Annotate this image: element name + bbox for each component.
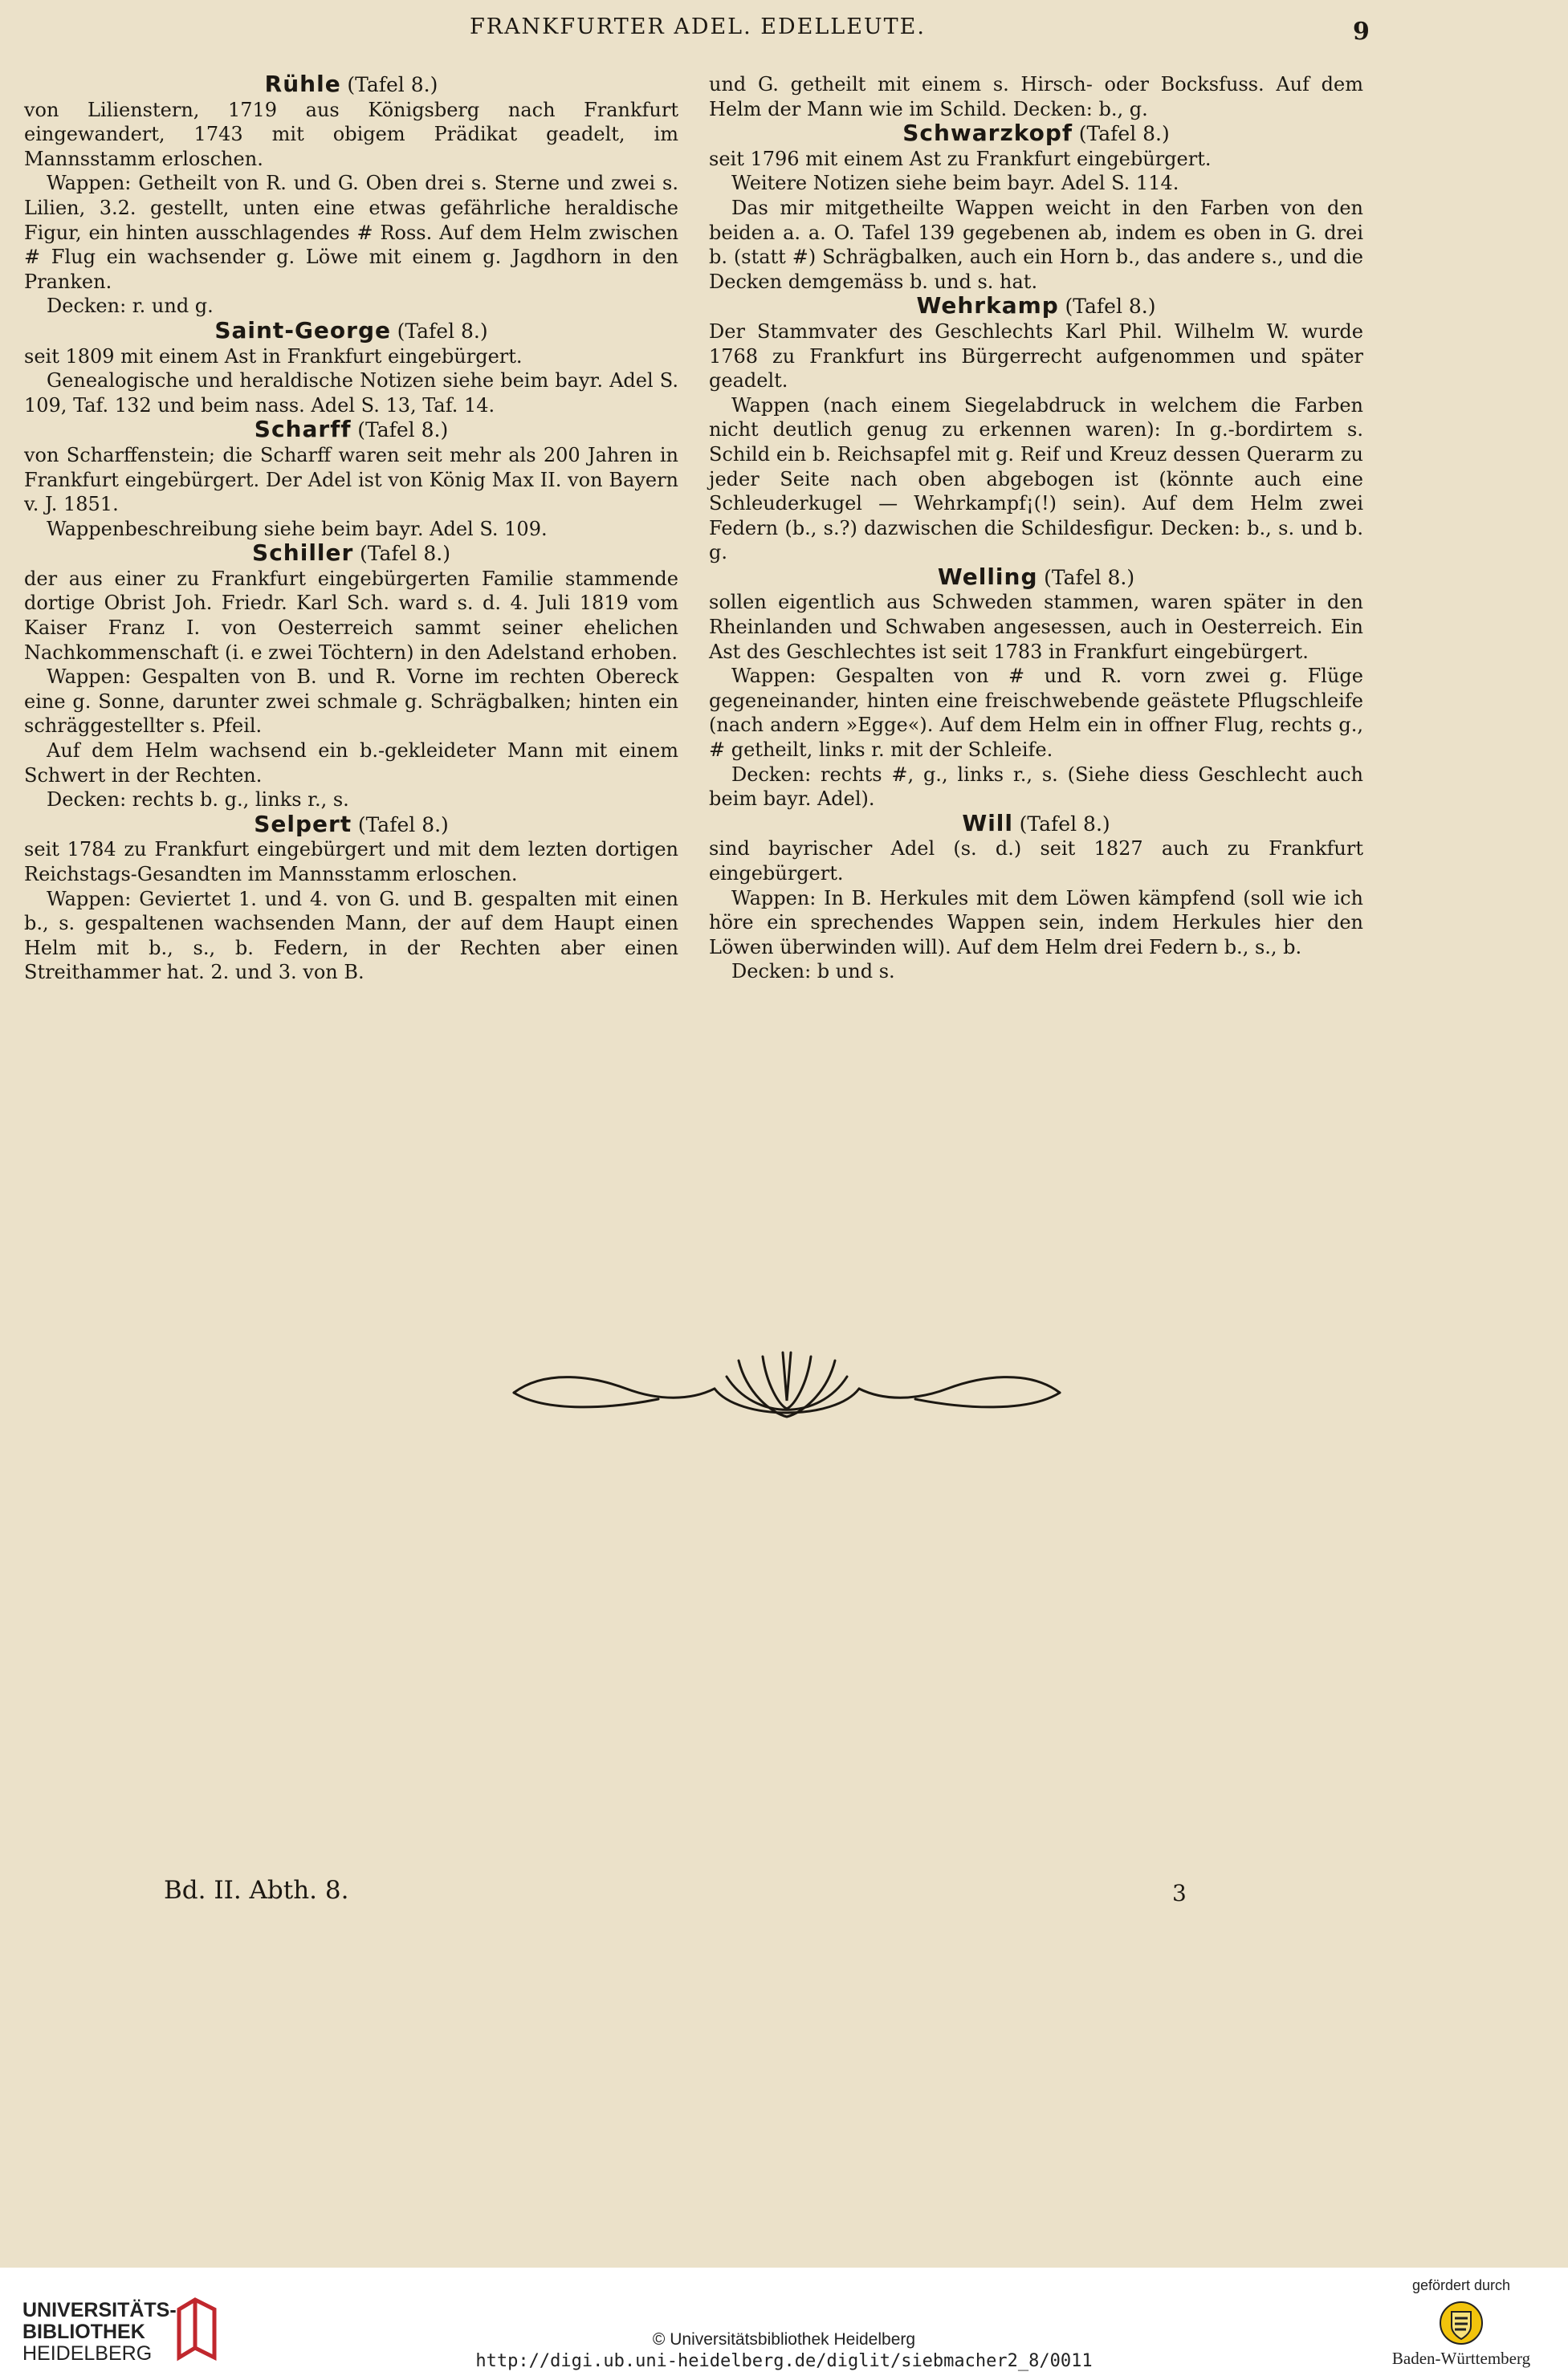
entry-paragraph: Wappen: Getheilt von R. und G. Oben drei s. Sterne und zwei s. Lilien, 3.2. gestellt, unten eine etwas gefährliche heraldische Figur, ein hinten ausschlagendes # Ross. Auf dem Helm zwischen # Flug ein wachsender g. Löwe mit einem g. Jagdhorn in den Pranken. [24, 172, 678, 293]
entry-heading [24, 812, 678, 838]
entry-paragraph: Decken: rechts #, g., links r., s. (Siehe diess Geschlecht auch beim bayr. Adel). [709, 763, 1363, 811]
page-number: 9 [1353, 18, 1370, 46]
entry-paragraph: der aus einer zu Frankfurt eingebürgerten Familie stammende dortige Obrist Joh. Friedr. Karl Sch. ward s. d. 4. Juli 1819 vom Kaiser Franz I. von Oesterreich sammt seiner ehelichen Nachkommenschaft (i. e zwei Töchtern) in den Adelstand erhoben. [24, 567, 678, 664]
family-name: Scharff [254, 416, 352, 443]
plate-reference: (Tafel 8.) [359, 542, 450, 566]
entry-saint-george [24, 316, 678, 417]
sponsor-name: Baden-Württemberg [1391, 2349, 1531, 2368]
entry-paragraph: Der Stammvater des Geschlechts Karl Phil. Wilhelm W. wurde 1768 zu Frankfurt ins Bürgerrecht aufgenommen und später geadelt. [709, 319, 1363, 393]
entry-welling [709, 565, 1363, 812]
entry-heading [709, 294, 1363, 319]
family-name: Will [962, 809, 1014, 836]
entry-heading [709, 121, 1363, 147]
entry-will [709, 809, 1363, 984]
entry-paragraph: Weitere Notizen siehe beim bayr. Adel S. 114. [731, 172, 1179, 195]
entry-heading [24, 541, 678, 567]
family-name: Saint-George [214, 316, 391, 344]
plate-reference: (Tafel 8.) [1019, 812, 1110, 836]
flourish-ornament-icon [498, 1345, 1076, 1433]
continued-paragraph: und G. getheilt mit einem s. Hirsch- oder Bocksfuss. Auf dem Helm der Mann wie im Schild. Decken: b., g. [709, 73, 1363, 120]
family-name: Selpert [254, 810, 352, 837]
plate-reference: (Tafel 8.) [1065, 295, 1156, 319]
copyright-notice: © Universitätsbibliothek Heidelberg [652, 2330, 916, 2349]
entry-paragraph: sind bayrischer Adel (s. d.) seit 1827 auch zu Frankfurt eingebürgert. [709, 837, 1363, 885]
entry-paragraph: Decken: b und s. [731, 960, 895, 983]
library-line: UNIVERSITÄTS- [22, 2299, 177, 2321]
entry-heading [24, 417, 678, 443]
right-column [709, 72, 1363, 984]
family-name: Schiller [252, 539, 354, 567]
entry-paragraph: Decken: rechts b. g., links r., s. [47, 788, 349, 812]
entry-paragraph: Wappenbeschreibung siehe beim bayr. Adel S. 109. [47, 517, 548, 540]
entry-selpert [24, 812, 678, 985]
entry-heading [24, 72, 678, 98]
entry-paragraph: Wappen: Gespalten von B. und R. Vorne im rechten Obereck eine g. Sonne, darunter zwei schmale g. Schrägbalken; hinten ein schräggestellter s. Pfeil. [24, 665, 678, 738]
library-line: BIBLIOTHEK [22, 2321, 145, 2343]
entry-paragraph: Wappen: In B. Herkules mit dem Löwen kämpfend (soll wie ich höre ein sprechendes Wappen sein, indem Herkules hier den Löwen überwinden will). Auf dem Helm drei Federn b., s., b. [709, 886, 1363, 958]
entry-heading [24, 316, 678, 344]
permalink[interactable]: http://digi.ub.uni-heidelberg.de/diglit/siebmacher2_8/0011 [475, 2351, 1093, 2371]
entry-ruhle [24, 72, 678, 319]
plate-reference: (Tafel 8.) [347, 73, 438, 96]
entry-schiller [24, 541, 678, 812]
plate-reference: (Tafel 8.) [357, 812, 449, 836]
entry-paragraph: Decken: r. und g. [47, 295, 214, 318]
entry-paragraph: von Scharffenstein; die Scharff waren seit mehr als 200 Jahren in Frankfurt eingebürgert. Der Adel ist von König Max II. von Bayern v. J. 1851. [24, 443, 678, 516]
sponsor-block [1365, 2277, 1558, 2374]
entry-heading [709, 565, 1363, 591]
entry-paragraph: sollen eigentlich aus Schweden stammen, waren später in den Rheinlanden und Schwaben angesessen, auch in Oesterreich. Ein Ast des Geschlechtes ist seit 1783 in Frankfurt eingebürgert. [709, 591, 1363, 663]
entry-paragraph: Das mir mitgetheilte Wappen weicht in den Farben von den beiden a. a. O. Tafel 139 gegebenen ab, indem es oben in G. drei b. (statt #) Schrägbalken, auch ein Horn b., das andere s., und die Decken demgemäss b. und s. hat. [709, 196, 1363, 293]
family-name: Schwarzkopf [902, 120, 1073, 147]
family-name: Rühle [264, 71, 341, 97]
viewer-footer [0, 2268, 1568, 2380]
plate-reference: (Tafel 8.) [1044, 565, 1135, 589]
running-head [0, 14, 1568, 50]
entry-scharff [24, 417, 678, 541]
entry-paragraph: seit 1809 mit einem Ast in Frankfurt eingebürgert. [24, 344, 523, 368]
library-line: HEIDELBERG [22, 2342, 153, 2365]
state-coat-of-arms-icon [1439, 2301, 1484, 2345]
family-name: Welling [937, 563, 1038, 590]
sponsor-label: gefördert durch [1411, 2277, 1511, 2293]
entry-schwarzkopf [709, 121, 1363, 294]
entry-paragraph: von Lilienstern, 1719 aus Königsberg nach Frankfurt eingewandert, 1743 mit obigem Prädikat geadelt, im Mannsstamm erloschen. [24, 98, 678, 170]
entry-continuation [709, 72, 1363, 121]
family-name: Wehrkamp [916, 292, 1059, 319]
entry-paragraph: Wappen (nach einem Siegelabdruck in welchem die Farben nicht deutlich genug zu erkennen waren): In g.-bordirtem s. Schild ein b. Reichsapfel mit g. Reif und Kreuz dessen Querarm zu jeder Seite nach oben abgebogen ist (könnte auch eine Schleuderkugel — Wehrkampf¡(!) sein). Auf dem Helm zwei Federn (b., s.?) dazwischen die Schildesfigur. Decken: b., s. und b. g. [709, 393, 1363, 564]
left-column [24, 72, 678, 985]
entry-wehrkamp [709, 294, 1363, 565]
plate-reference: (Tafel 8.) [357, 418, 449, 442]
entry-paragraph: seit 1796 mit einem Ast zu Frankfurt eingebürgert. [709, 147, 1212, 170]
entry-paragraph: Auf dem Helm wachsend ein b.-gekleideter Mann mit einem Schwert in der Rechten. [24, 739, 678, 787]
entry-paragraph: Genealogische und heraldische Notizen siehe beim bayr. Adel S. 109, Taf. 132 und beim nass. Adel S. 13, Taf. 14. [24, 369, 678, 417]
sheet-signature: 3 [1172, 1880, 1187, 1906]
volume-signature: Bd. II. Abth. 8. [164, 1876, 349, 1905]
entry-paragraph: Wappen: Gespalten von # und R. vorn zwei g. Flüge gegeneinander, hinten eine freischwebende geästete Pflugschleife (nach andern »Egge«). Auf dem Helm ein in offner Flug, rechts g., # getheilt, links r. mit der Schleife. [709, 665, 1363, 762]
entry-paragraph: Wappen: Geviertet 1. und 4. von G. und B. gespalten mit einen b., s. gespaltenen wachsenden Mann, der auf dem Haupt einen Helm mit b., s., b. Federn, in der Rechten aber einen Streithammer hat. 2. und 3. von B. [24, 887, 678, 984]
plate-reference: (Tafel 8.) [397, 319, 488, 343]
plate-reference: (Tafel 8.) [1078, 122, 1170, 146]
running-title: FRANKFURTER ADEL. EDELLEUTE. [470, 14, 926, 39]
entry-heading [709, 809, 1363, 837]
entry-paragraph: seit 1784 zu Frankfurt eingebürgert und mit dem lezten dortigen Reichstags-Gesandten im Mannsstamm erloschen. [24, 838, 678, 885]
